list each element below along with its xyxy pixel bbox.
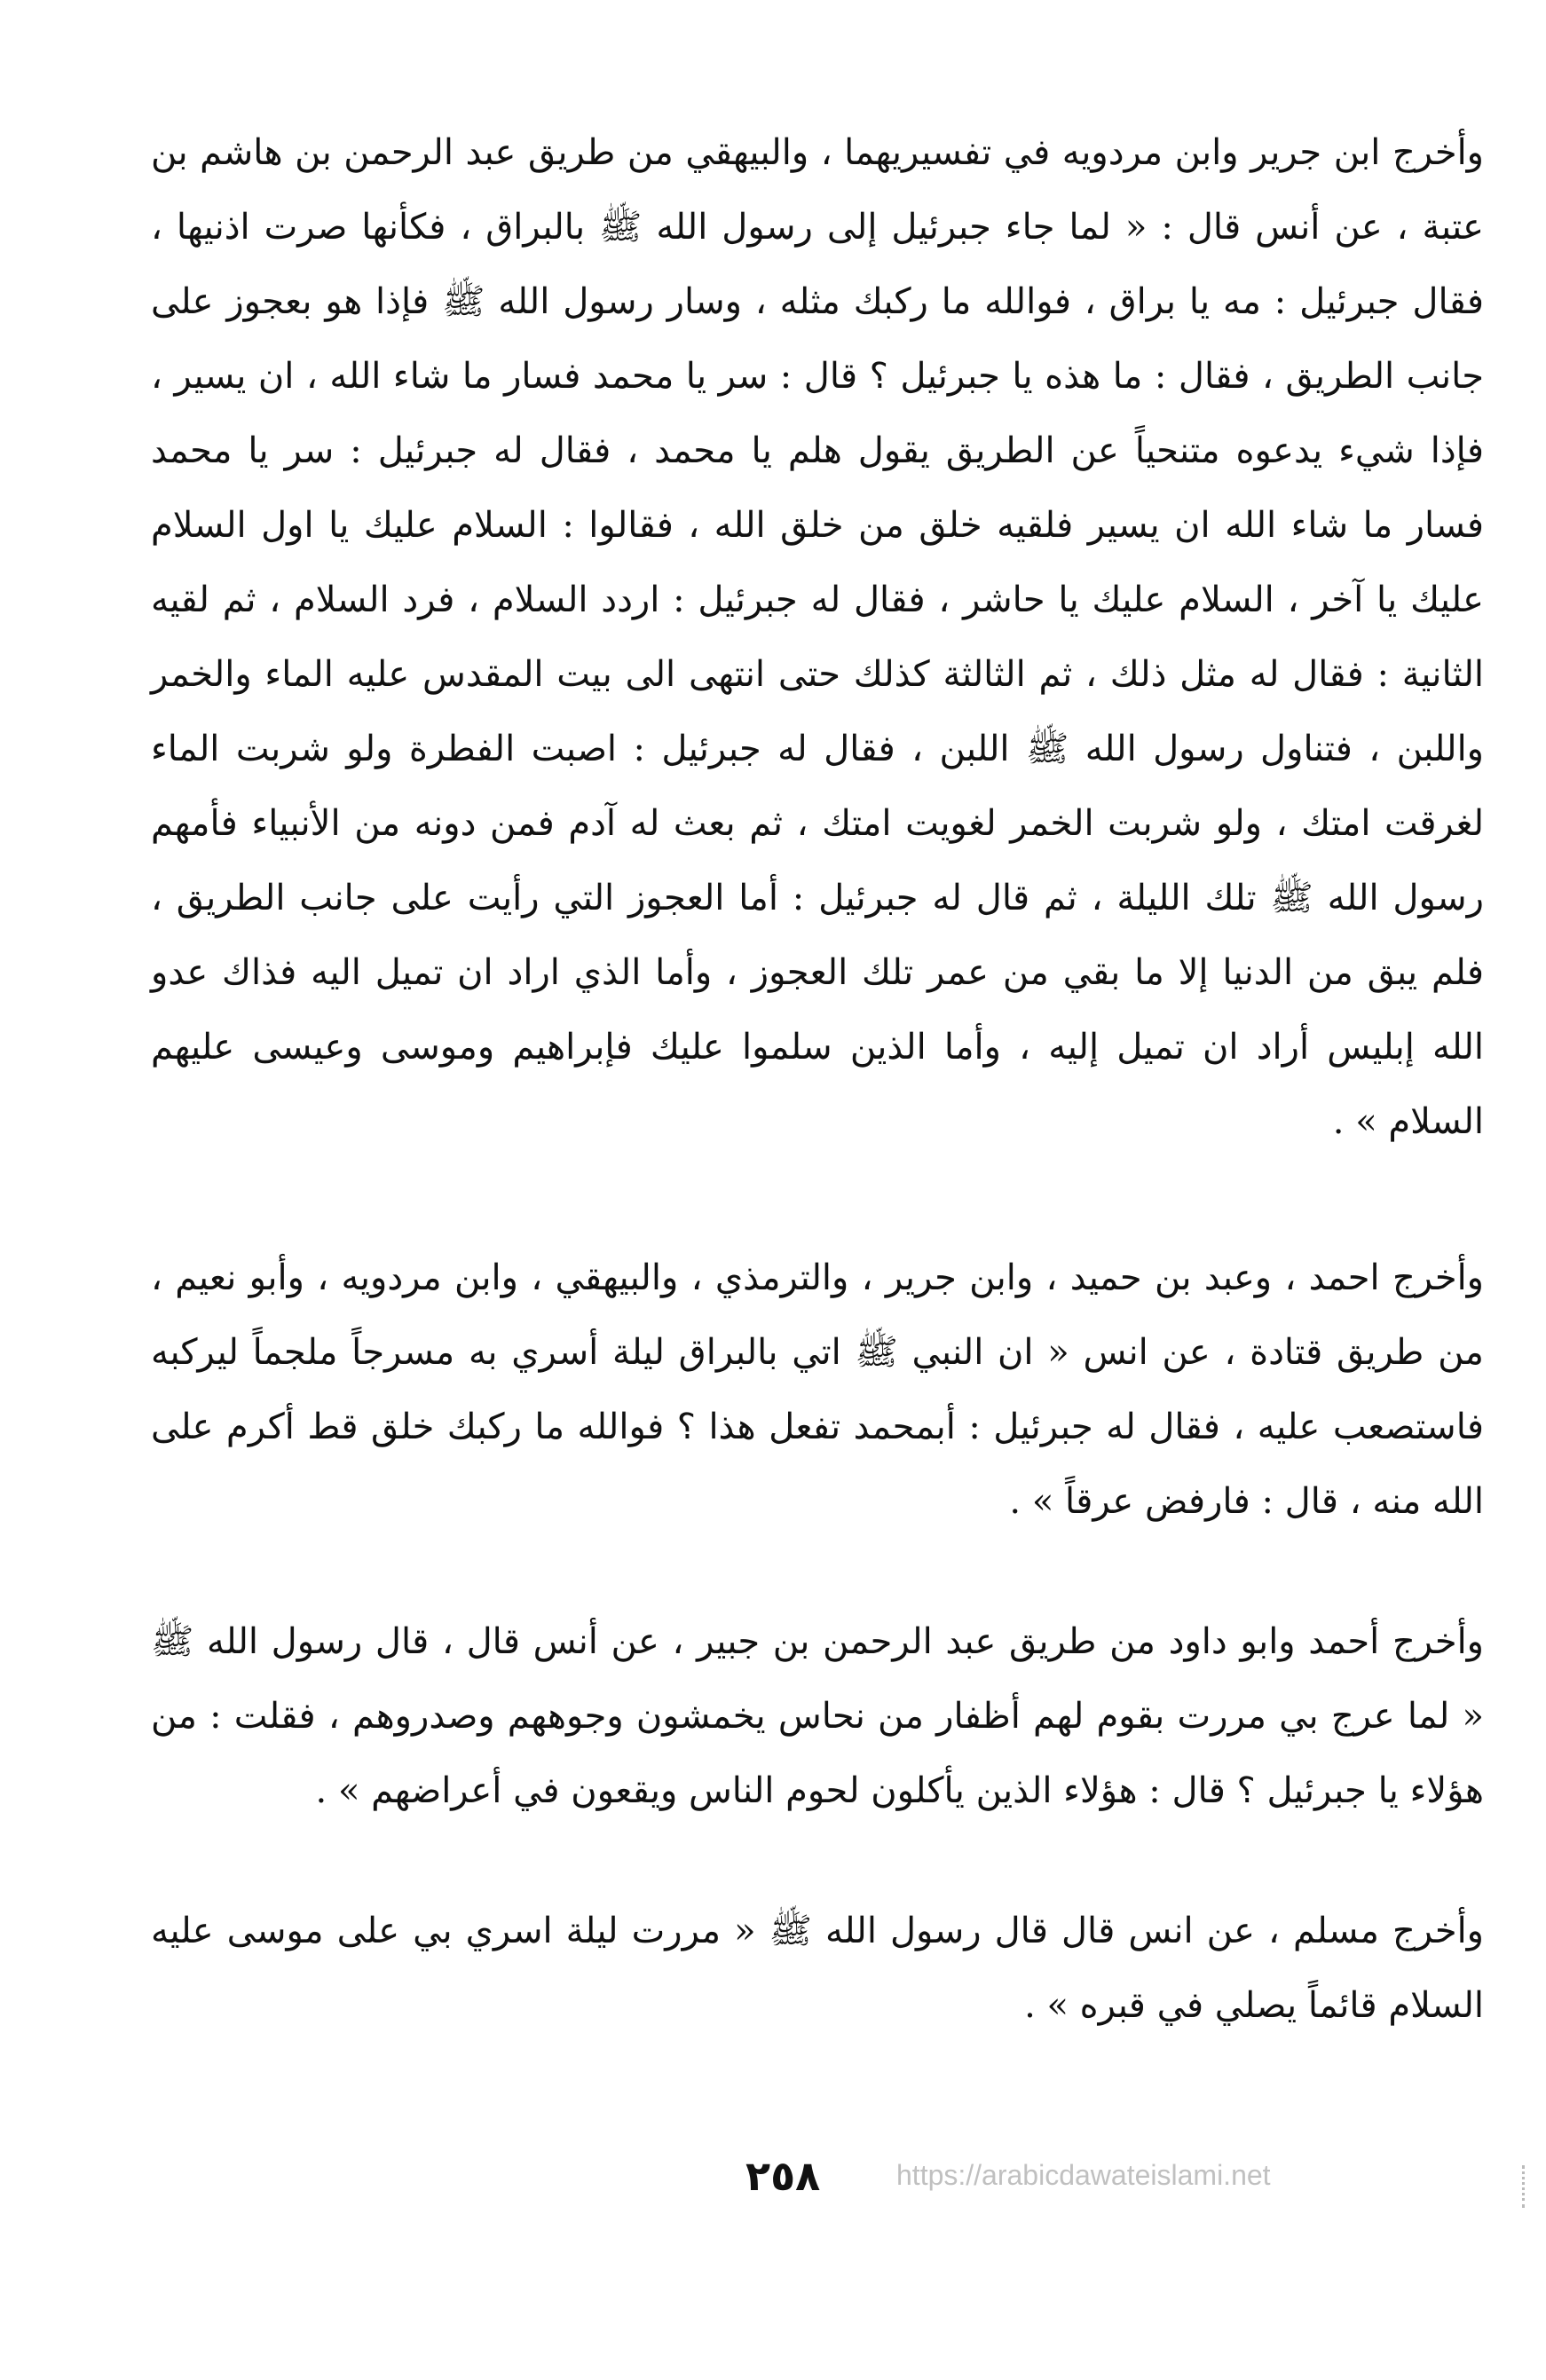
scan-edge-mark [1522, 2165, 1528, 2208]
watermark-url: https://arabicdawateislami.net [896, 2159, 1271, 2191]
page-number: ٢٥٨ [745, 2152, 821, 2200]
page-footer [0, 2152, 1546, 2223]
paragraph-3: وأخرج أحمد وابو داود من طريق عبد الرحمن بن جبير ، عن أنس قال ، قال رسول الله ﷺ « لما عرج بي مررت بقوم لهم أظفار من نحاس يخمشون وجوههم وصدروهم ، فقلت : من هؤلاء يا جبرئيل ؟ قال : هؤلاء الذين يأكلون لحوم الناس ويقعون في أعراضهم » . [151, 1621, 1484, 1811]
paragraph-1: وأخرج ابن جرير وابن مردويه في تفسيريهما ، والبيهقي من طريق عبد الرحمن بن هاشم بن عتبة ، عن أنس قال : « لما جاء جبرئيل إلى رسول الله ﷺ بالبراق ، فكأنها صرت اذنيها ، فقال جبرئيل : مه يا براق ، فوالله ما ركبك مثله ، وسار رسول الله ﷺ فإذا هو بعجوز على جانب الطريق ، فقال : ما هذه يا جبرئيل ؟ قال : سر يا محمد فسار ما شاء الله ، ان يسير ، فإذا شيء يدعوه متنحياً عن الطريق يقول هلم يا محمد ، فقال له جبرئيل : سر يا محمد فسار ما شاء الله ان يسير فلقيه خلق من خلق الله ، فقالوا : السلام عليك يا اول السلام عليك يا آخر ، السلام عليك يا حاشر ، فقال له جبرئيل : اردد السلام ، فرد السلام ، ثم لقيه الثانية : فقال له مثل ذلك ، ثم الثالثة كذلك حتى انتهى الى بيت المقدس عليه الماء والخمر واللبن ، فتناول رسول الله ﷺ اللبن ، فقال له جبرئيل : اصبت الفطرة ولو شربت الماء لغرقت امتك ، ولو شربت الخمر لغويت امتك ، ثم بعث له آدم فمن دونه من الأنبياء فأمهم رسول الله ﷺ تلك الليلة ، ثم قال له جبرئيل : أما العجوز التي رأيت على جانب الطريق ، فلم يبق من الدنيا إلا ما بقي من عمر تلك العجوز ، وأما الذي اراد ان تميل اليه فذاك عدو الله إبليس أراد ان تميل إليه ، وأما الذين سلموا عليك فإبراهيم وموسى وعيسى عليهم السلام » . [151, 132, 1485, 1142]
page-body [151, 115, 1484, 2245]
paragraph-4: وأخرج مسلم ، عن انس قال قال رسول الله ﷺ « مررت ليلة اسري بي على موسى عليه السلام قائماً يصلي في قبره » . [151, 1911, 1484, 2026]
paragraph-2: وأخرج احمد ، وعبد بن حميد ، وابن جرير ، والترمذي ، والبيهقي ، وابن مردويه ، وأبو نعيم ، من طريق قتادة ، عن انس « ان النبي ﷺ اتي بالبراق ليلة أسري به مسرجاً ملجماً ليركبه فاستصعب عليه ، فقال له جبرئيل : أبمحمد تفعل هذا ؟ فوالله ما ركبك خلق قط أكرم على الله منه ، قال : فارفض عرقاً » . [151, 1257, 1484, 1522]
